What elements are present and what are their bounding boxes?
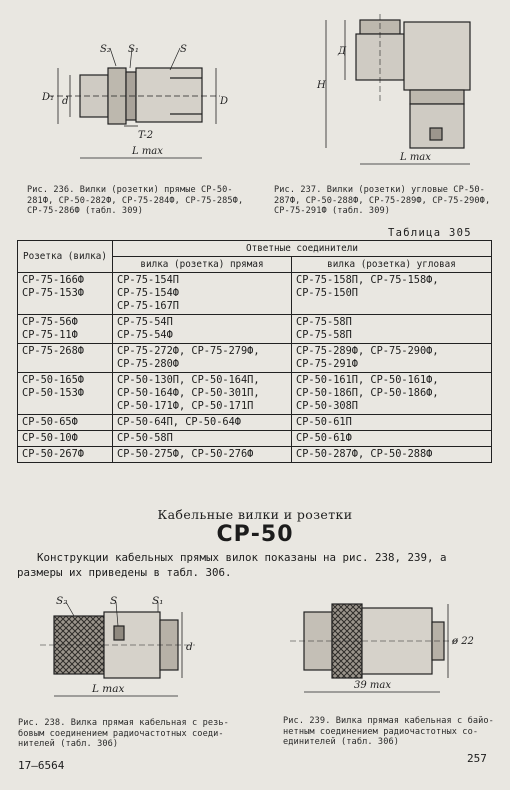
label-t2: T-2 [138, 130, 154, 141]
body-paragraph: Конструкции кабельных прямых вилок показаны на рис. 238, 239, а размеры их приведены в табл. 306. [17, 551, 447, 579]
cell: СР-50-58П [117, 432, 173, 444]
col-header-group: Ответные соединители [113, 241, 492, 257]
label-h: H [317, 80, 326, 91]
label-s2: S₂ [100, 44, 111, 55]
caption-line: СР-75-291Ф (табл. 309) [274, 206, 391, 216]
caption-line: Рис. 238. Вилка прямая кабельная с резь- [18, 718, 229, 728]
cell: СР-50-267Ф [22, 448, 84, 460]
label-d22: ø 22 [452, 636, 474, 647]
table-row [18, 431, 492, 447]
cell: СР-75-150П [296, 287, 358, 299]
label-s: S [180, 44, 187, 55]
caption-line: Рис. 239. Вилка прямая кабельная с байо- [283, 716, 494, 726]
cell: СР-50-161П, СР-50-161Ф, [296, 374, 439, 386]
label-lmax: L max [92, 683, 125, 695]
caption-fig237 [274, 185, 506, 217]
label-d-big: D [220, 96, 229, 107]
cell: СР-50-64П, СР-50-64Ф [117, 416, 241, 428]
cell: СР-75-11Ф [22, 329, 78, 341]
label-39max: 39 max [354, 680, 391, 691]
caption-fig238 [18, 718, 258, 750]
page-number: 257 [467, 752, 487, 765]
cell: СР-75-54Ф [117, 329, 173, 341]
cell: СР-50-275Ф, СР-50-276Ф [117, 448, 254, 460]
caption-line: единителей (табл. 306) [283, 737, 400, 747]
caption-fig239 [283, 716, 507, 748]
label-d-small: d [62, 96, 69, 107]
section-subtitle: СР-50 [216, 522, 294, 547]
label-d1: D₁ [42, 92, 55, 103]
caption-line: нетным соединением радиочастотных со- [283, 726, 479, 737]
label-s: S [110, 595, 118, 607]
figure-239-drawing [290, 598, 500, 706]
col-header-socket: Розетка (вилка) [18, 241, 113, 273]
cell: СР-75-154П [117, 274, 179, 286]
caption-line: 287Ф, СР-50-288Ф, СР-75-289Ф, СР-75-290Ф, [274, 195, 491, 206]
cell: СР-75-272Ф, СР-75-279Ф, [117, 345, 260, 357]
figure-237-drawing [300, 14, 500, 184]
cell: СР-50-171Ф, СР-50-171П [117, 400, 254, 412]
cell: СР-75-54П [117, 316, 173, 328]
label-s1: S₁ [128, 44, 139, 55]
cell: СР-75-58П [296, 329, 352, 341]
caption-fig236 [27, 185, 267, 217]
caption-line: 281Ф, СР-50-282Ф, СР-75-284Ф, СР-75-285Ф, [27, 195, 244, 206]
table-305 [17, 240, 492, 463]
cell: СР-75-56Ф [22, 316, 78, 328]
cell: СР-50-287Ф, СР-50-288Ф [296, 448, 433, 460]
table-row [18, 273, 492, 315]
cell: СР-75-280Ф [117, 358, 179, 370]
cell: СР-50-65Ф [22, 416, 78, 428]
cell: СР-50-186П, СР-50-186Ф, [296, 387, 439, 399]
col-header-straight: вилка (розетка) прямая [113, 257, 292, 273]
cell: СР-75-166Ф [22, 274, 84, 286]
table-row [18, 315, 492, 344]
section-title: Кабельные вилки и розетки [157, 507, 353, 522]
cell: СР-75-268Ф [22, 345, 84, 357]
cell: СР-50-10Ф [22, 432, 78, 444]
cell: СР-50-153Ф [22, 387, 84, 399]
cell: СР-50-165Ф [22, 374, 84, 386]
label-s1: S₁ [152, 595, 164, 607]
cell: СР-75-154Ф [117, 287, 179, 299]
figure-236-drawing [20, 38, 250, 178]
cell: СР-75-167П [117, 300, 179, 312]
label-d: d [186, 641, 193, 653]
label-s2: S₂ [56, 595, 68, 607]
col-header-angled: вилка (розетка) угловая [292, 257, 492, 273]
caption-line: бовым соединением радиочастотных соеди- [18, 728, 224, 739]
table-row [18, 415, 492, 431]
cell: СР-50-164Ф, СР-50-301П, [117, 387, 260, 399]
caption-line: Рис. 236. Вилки (розетки) прямые СР-50- [27, 185, 233, 195]
label-lmax: L max [132, 146, 163, 157]
table-row [18, 344, 492, 373]
cell: СР-50-130П, СР-50-164П, [117, 374, 260, 386]
caption-line: нителей (табл. 306) [18, 739, 119, 749]
figure-238-drawing [30, 592, 230, 708]
cell: СР-75-58П [296, 316, 352, 328]
table-title: Таблица 305 [388, 227, 472, 239]
caption-line: СР-75-286Ф (табл. 309) [27, 206, 144, 216]
cell: СР-50-308П [296, 400, 358, 412]
cell: СР-50-61Ф [296, 432, 352, 444]
label-lmax: L max [400, 152, 431, 163]
cell: СР-75-153Ф [22, 287, 84, 299]
caption-line: Рис. 237. Вилки (розетки) угловые СР-50- [274, 185, 485, 195]
table-row [18, 373, 492, 415]
footer-signature: 17—6564 [18, 759, 65, 772]
cell: СР-75-158П, СР-75-158Ф, [296, 274, 439, 286]
table-row [18, 447, 492, 463]
cell: СР-75-291Ф [296, 358, 358, 370]
cell: СР-50-61П [296, 416, 352, 428]
label-d: Д [338, 46, 347, 57]
cell: СР-75-289Ф, СР-75-290Ф, [296, 345, 439, 357]
